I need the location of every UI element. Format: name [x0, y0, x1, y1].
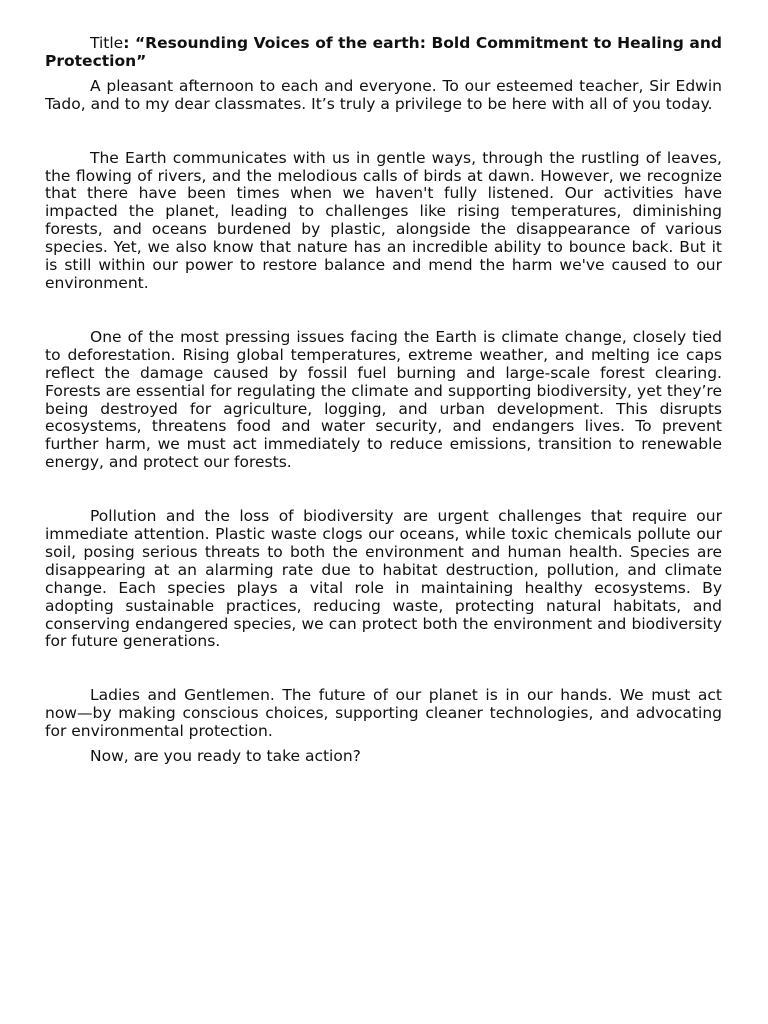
paragraph-earth-communicates: The Earth communicates with us in gentle ways, through the rustling of leaves, the flowing of rivers, and the melodious calls of birds at dawn. However, we recognize that there have been times when we haven't fully listened. Our activities have impacted the planet, leading to challenges like rising temperatures, diminishing forests, and oceans burdened by plastic, alongside the disappearance of various species. Yet, we also know that nature has an incredible ability to bounce back. But it is still within our power to restore balance and mend the harm we've caused to our environment. — [45, 148, 722, 292]
title-label: Title — [90, 34, 124, 52]
paragraph-call-to-action: Now, are you ready to take action? — [90, 747, 361, 766]
title-text: : “Resounding Voices of the earth: Bold Commitment to Healing and Protection” — [45, 34, 722, 70]
paragraph-closing: Ladies and Gentlemen. The future of our planet is in our hands. We must act now—by making conscious choices, supporting cleaner technologies, and advocating for environmental protection. — [45, 686, 722, 741]
paragraph-climate-change: One of the most pressing issues facing the Earth is climate change, closely tied to deforestation. Rising global temperatures, extreme weather, and melting ice caps reflect the damage caused by fossil fuel burning and large-scale forest clearing. Forests are essential for regulating the climate and supporting biodiversity, yet they’re being destroyed for agriculture, logging, and urban development. This disrupts ecosystems, threatens food and water security, and endangers lives. To prevent further harm, we must act immediately to reduce emissions, transition to renewable energy, and protect our forests. — [45, 327, 722, 472]
paragraph-greeting: A pleasant afternoon to each and everyone. To our esteemed teacher, Sir Edwin Tado, and to my dear classmates. It’s truly a privilege to be here with all of you today. — [45, 76, 722, 113]
paragraph-pollution-biodiversity: Pollution and the loss of biodiversity are urgent challenges that require our immediate attention. Plastic waste clogs our oceans, while toxic chemicals pollute our soil, posing serious threats to both the environment and human health. Species are disappearing at an alarming rate due to habitat destruction, pollution, and climate change. Each species plays a vital role in maintaining healthy ecosystems. By adopting sustainable practices, reducing waste, protecting natural habitats, and conserving endangered species, we can protect both the environment and biodiversity for future generations. — [45, 507, 722, 651]
document-page — [45, 35, 722, 766]
document-title — [45, 35, 722, 71]
